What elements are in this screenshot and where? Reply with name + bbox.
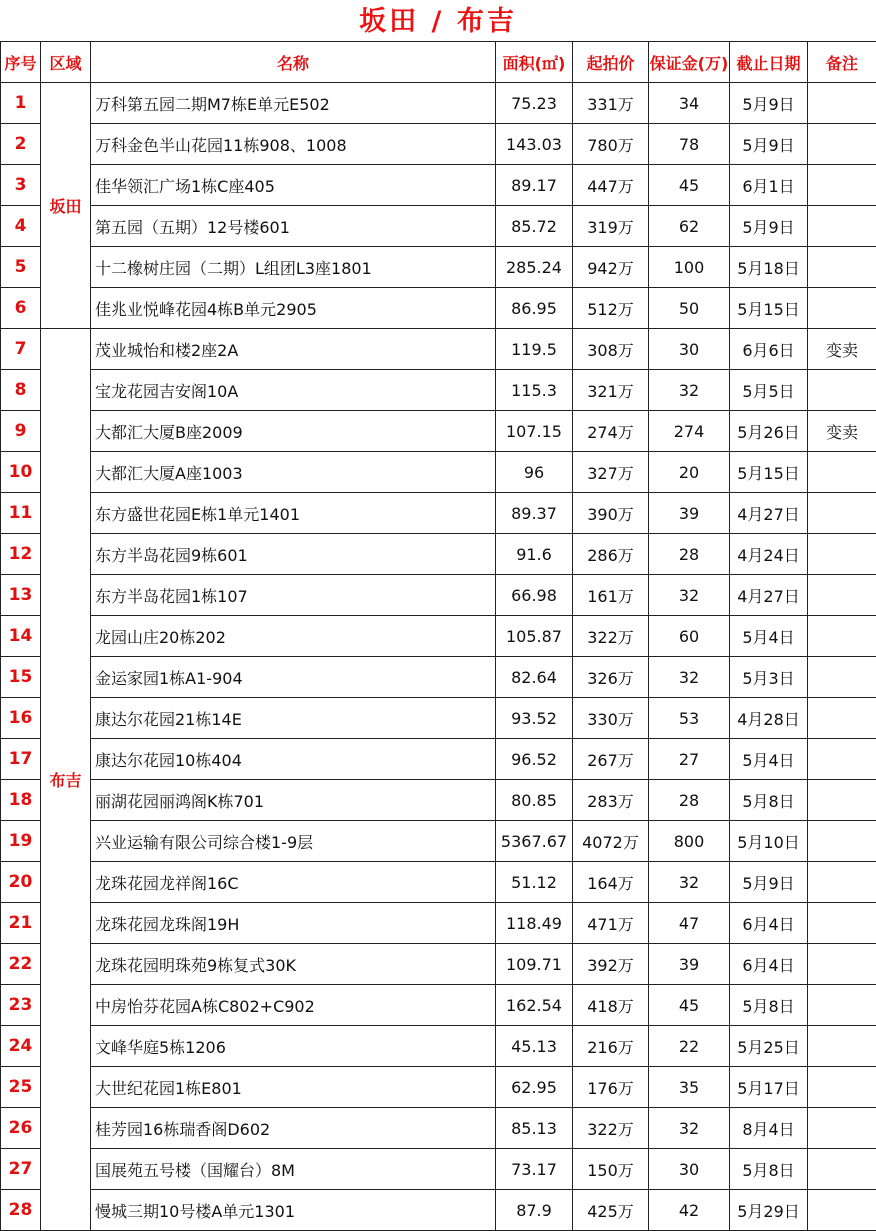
start-price: 176万 — [573, 1067, 649, 1108]
row-index: 8 — [1, 370, 41, 411]
row-index: 26 — [1, 1108, 41, 1149]
deposit-value: 42 — [649, 1190, 730, 1231]
note-cell — [808, 124, 876, 165]
deadline-date: 8月4日 — [730, 1108, 808, 1149]
note-cell — [808, 944, 876, 985]
note-cell — [808, 657, 876, 698]
deadline-date: 5月10日 — [730, 821, 808, 862]
row-index: 28 — [1, 1190, 41, 1231]
deadline-date: 5月9日 — [730, 124, 808, 165]
deposit-value: 50 — [649, 288, 730, 329]
deposit-value: 60 — [649, 616, 730, 657]
start-price: 322万 — [573, 1108, 649, 1149]
start-price: 321万 — [573, 370, 649, 411]
note-cell — [808, 780, 876, 821]
property-name: 文峰华庭5栋1206 — [91, 1026, 496, 1067]
area-value: 62.95 — [496, 1067, 573, 1108]
deposit-value: 800 — [649, 821, 730, 862]
header-note: 备注 — [808, 42, 876, 83]
property-name: 佳华领汇广场1栋C座405 — [91, 165, 496, 206]
deadline-date: 6月1日 — [730, 165, 808, 206]
table-row — [1, 903, 876, 944]
property-name: 第五园（五期）12号楼601 — [91, 206, 496, 247]
table-row — [1, 944, 876, 985]
header-deadline: 截止日期 — [730, 42, 808, 83]
row-index: 10 — [1, 452, 41, 493]
table-row — [1, 616, 876, 657]
property-name: 大都汇大厦A座1003 — [91, 452, 496, 493]
start-price: 331万 — [573, 83, 649, 124]
row-index: 2 — [1, 124, 41, 165]
property-name: 大世纪花园1栋E801 — [91, 1067, 496, 1108]
row-index: 20 — [1, 862, 41, 903]
row-index: 14 — [1, 616, 41, 657]
property-name: 万科金色半山花园11栋908、1008 — [91, 124, 496, 165]
area-value: 96 — [496, 452, 573, 493]
row-index: 16 — [1, 698, 41, 739]
start-price: 4072万 — [573, 821, 649, 862]
deposit-value: 32 — [649, 1108, 730, 1149]
table-row — [1, 821, 876, 862]
deadline-date: 4月27日 — [730, 493, 808, 534]
note-cell — [808, 1067, 876, 1108]
area-value: 85.13 — [496, 1108, 573, 1149]
row-index: 21 — [1, 903, 41, 944]
area-value: 51.12 — [496, 862, 573, 903]
table-row — [1, 452, 876, 493]
property-name: 东方盛世花园E栋1单元1401 — [91, 493, 496, 534]
area-value: 73.17 — [496, 1149, 573, 1190]
header-row — [1, 42, 876, 83]
area-value: 105.87 — [496, 616, 573, 657]
note-cell — [808, 493, 876, 534]
row-index: 12 — [1, 534, 41, 575]
start-price: 330万 — [573, 698, 649, 739]
note-cell — [808, 534, 876, 575]
start-price: 942万 — [573, 247, 649, 288]
table-row — [1, 698, 876, 739]
area-value: 143.03 — [496, 124, 573, 165]
note-cell: 变卖 — [808, 329, 876, 370]
deadline-date: 5月5日 — [730, 370, 808, 411]
deadline-date: 5月17日 — [730, 1067, 808, 1108]
property-name: 东方半岛花园1栋107 — [91, 575, 496, 616]
deadline-date: 4月27日 — [730, 575, 808, 616]
area-value: 89.37 — [496, 493, 573, 534]
start-price: 418万 — [573, 985, 649, 1026]
auction-table — [0, 41, 876, 1231]
area-value: 118.49 — [496, 903, 573, 944]
start-price: 447万 — [573, 165, 649, 206]
deadline-date: 5月26日 — [730, 411, 808, 452]
header-name: 名称 — [91, 42, 496, 83]
table-row — [1, 288, 876, 329]
deadline-date: 6月4日 — [730, 944, 808, 985]
note-cell — [808, 452, 876, 493]
deadline-date: 4月28日 — [730, 698, 808, 739]
table-row — [1, 1108, 876, 1149]
note-cell — [808, 903, 876, 944]
deadline-date: 5月8日 — [730, 1149, 808, 1190]
deposit-value: 78 — [649, 124, 730, 165]
deadline-date: 5月8日 — [730, 780, 808, 821]
row-index: 22 — [1, 944, 41, 985]
property-name: 宝龙花园吉安阁10A — [91, 370, 496, 411]
start-price: 164万 — [573, 862, 649, 903]
deadline-date: 5月4日 — [730, 739, 808, 780]
row-index: 23 — [1, 985, 41, 1026]
table-row — [1, 657, 876, 698]
table-row — [1, 124, 876, 165]
table-row — [1, 1149, 876, 1190]
header-price: 起拍价 — [573, 42, 649, 83]
start-price: 319万 — [573, 206, 649, 247]
area-value: 109.71 — [496, 944, 573, 985]
deadline-date: 5月15日 — [730, 288, 808, 329]
note-cell — [808, 1108, 876, 1149]
property-name: 慢城三期10号楼A单元1301 — [91, 1190, 496, 1231]
property-name: 龙珠花园明珠苑9栋复式30K — [91, 944, 496, 985]
note-cell — [808, 821, 876, 862]
property-name: 中房怡芬花园A栋C802+C902 — [91, 985, 496, 1026]
note-cell — [808, 739, 876, 780]
property-name: 茂业城怡和楼2座2A — [91, 329, 496, 370]
note-cell — [808, 862, 876, 903]
note-cell — [808, 1026, 876, 1067]
deposit-value: 39 — [649, 944, 730, 985]
start-price: 216万 — [573, 1026, 649, 1067]
row-index: 13 — [1, 575, 41, 616]
deposit-value: 30 — [649, 1149, 730, 1190]
start-price: 150万 — [573, 1149, 649, 1190]
deposit-value: 274 — [649, 411, 730, 452]
deposit-value: 32 — [649, 657, 730, 698]
area-value: 80.85 — [496, 780, 573, 821]
area-value: 96.52 — [496, 739, 573, 780]
start-price: 327万 — [573, 452, 649, 493]
table-row — [1, 985, 876, 1026]
row-index: 5 — [1, 247, 41, 288]
row-index: 17 — [1, 739, 41, 780]
property-name: 龙珠花园龙珠阁19H — [91, 903, 496, 944]
row-index: 19 — [1, 821, 41, 862]
deadline-date: 5月15日 — [730, 452, 808, 493]
start-price: 390万 — [573, 493, 649, 534]
start-price: 308万 — [573, 329, 649, 370]
property-name: 龙珠花园龙祥阁16C — [91, 862, 496, 903]
table-row — [1, 1026, 876, 1067]
table-row — [1, 83, 876, 124]
row-index: 7 — [1, 329, 41, 370]
row-index: 9 — [1, 411, 41, 452]
start-price: 283万 — [573, 780, 649, 821]
area-value: 115.3 — [496, 370, 573, 411]
property-name: 佳兆业悦峰花园4栋B单元2905 — [91, 288, 496, 329]
start-price: 286万 — [573, 534, 649, 575]
deposit-value: 32 — [649, 575, 730, 616]
deposit-value: 47 — [649, 903, 730, 944]
property-name: 桂芳园16栋瑞香阁D602 — [91, 1108, 496, 1149]
deposit-value: 32 — [649, 862, 730, 903]
note-cell — [808, 83, 876, 124]
table-row — [1, 1190, 876, 1231]
row-index: 15 — [1, 657, 41, 698]
row-index: 18 — [1, 780, 41, 821]
row-index: 24 — [1, 1026, 41, 1067]
start-price: 267万 — [573, 739, 649, 780]
deposit-value: 45 — [649, 165, 730, 206]
property-name: 大都汇大厦B座2009 — [91, 411, 496, 452]
table-row — [1, 411, 876, 452]
deposit-value: 34 — [649, 83, 730, 124]
page-title: 坂田 / 布吉 — [0, 0, 876, 41]
area-value: 87.9 — [496, 1190, 573, 1231]
note-cell — [808, 985, 876, 1026]
property-name: 国展苑五号楼（国耀台）8M — [91, 1149, 496, 1190]
area-value: 85.72 — [496, 206, 573, 247]
deadline-date: 5月3日 — [730, 657, 808, 698]
property-name: 丽湖花园丽鸿阁K栋701 — [91, 780, 496, 821]
header-area: 面积(㎡) — [496, 42, 573, 83]
deposit-value: 27 — [649, 739, 730, 780]
deadline-date: 5月25日 — [730, 1026, 808, 1067]
table-row — [1, 329, 876, 370]
deposit-value: 20 — [649, 452, 730, 493]
deadline-date: 5月4日 — [730, 616, 808, 657]
deadline-date: 5月8日 — [730, 985, 808, 1026]
note-cell — [808, 616, 876, 657]
area-value: 119.5 — [496, 329, 573, 370]
row-index: 25 — [1, 1067, 41, 1108]
deposit-value: 28 — [649, 534, 730, 575]
row-index: 3 — [1, 165, 41, 206]
start-price: 322万 — [573, 616, 649, 657]
property-name: 兴业运输有限公司综合楼1-9层 — [91, 821, 496, 862]
deposit-value: 45 — [649, 985, 730, 1026]
deadline-date: 6月4日 — [730, 903, 808, 944]
start-price: 780万 — [573, 124, 649, 165]
table-row — [1, 575, 876, 616]
area-value: 45.13 — [496, 1026, 573, 1067]
property-name: 万科第五园二期M7栋E单元E502 — [91, 83, 496, 124]
deadline-date: 5月9日 — [730, 206, 808, 247]
deposit-value: 62 — [649, 206, 730, 247]
start-price: 425万 — [573, 1190, 649, 1231]
note-cell: 变卖 — [808, 411, 876, 452]
deadline-date: 5月29日 — [730, 1190, 808, 1231]
note-cell — [808, 575, 876, 616]
note-cell — [808, 698, 876, 739]
area-value: 75.23 — [496, 83, 573, 124]
start-price: 512万 — [573, 288, 649, 329]
note-cell — [808, 247, 876, 288]
start-price: 392万 — [573, 944, 649, 985]
deadline-date: 5月18日 — [730, 247, 808, 288]
property-name: 康达尔花园21栋14E — [91, 698, 496, 739]
region-cell-bantian: 坂田 — [41, 83, 91, 329]
region-cell-buji: 布吉 — [41, 329, 91, 1231]
row-index: 27 — [1, 1149, 41, 1190]
deposit-value: 22 — [649, 1026, 730, 1067]
start-price: 471万 — [573, 903, 649, 944]
area-value: 91.6 — [496, 534, 573, 575]
header-deposit: 保证金(万) — [649, 42, 730, 83]
table-row — [1, 165, 876, 206]
deadline-date: 5月9日 — [730, 862, 808, 903]
area-value: 5367.67 — [496, 821, 573, 862]
table-row — [1, 370, 876, 411]
deposit-value: 30 — [649, 329, 730, 370]
note-cell — [808, 370, 876, 411]
area-value: 285.24 — [496, 247, 573, 288]
header-region: 区域 — [41, 42, 91, 83]
table-row — [1, 493, 876, 534]
start-price: 274万 — [573, 411, 649, 452]
table-row — [1, 1067, 876, 1108]
property-name: 十二橡树庄园（二期）L组团L3座1801 — [91, 247, 496, 288]
header-idx: 序号 — [1, 42, 41, 83]
area-value: 89.17 — [496, 165, 573, 206]
table-row — [1, 739, 876, 780]
row-index: 6 — [1, 288, 41, 329]
property-name: 康达尔花园10栋404 — [91, 739, 496, 780]
deposit-value: 53 — [649, 698, 730, 739]
deposit-value: 35 — [649, 1067, 730, 1108]
row-index: 4 — [1, 206, 41, 247]
area-value: 86.95 — [496, 288, 573, 329]
area-value: 107.15 — [496, 411, 573, 452]
deposit-value: 28 — [649, 780, 730, 821]
area-value: 82.64 — [496, 657, 573, 698]
note-cell — [808, 165, 876, 206]
deposit-value: 32 — [649, 370, 730, 411]
area-value: 162.54 — [496, 985, 573, 1026]
deadline-date: 5月9日 — [730, 83, 808, 124]
area-value: 93.52 — [496, 698, 573, 739]
table-row — [1, 534, 876, 575]
note-cell — [808, 288, 876, 329]
property-name: 东方半岛花园9栋601 — [91, 534, 496, 575]
note-cell — [808, 1149, 876, 1190]
table-row — [1, 862, 876, 903]
row-index: 11 — [1, 493, 41, 534]
note-cell — [808, 1190, 876, 1231]
property-name: 龙园山庄20栋202 — [91, 616, 496, 657]
start-price: 326万 — [573, 657, 649, 698]
table-row — [1, 247, 876, 288]
start-price: 161万 — [573, 575, 649, 616]
deposit-value: 39 — [649, 493, 730, 534]
deposit-value: 100 — [649, 247, 730, 288]
table-row — [1, 206, 876, 247]
table-row — [1, 780, 876, 821]
row-index: 1 — [1, 83, 41, 124]
property-name: 金运家园1栋A1-904 — [91, 657, 496, 698]
deadline-date: 6月6日 — [730, 329, 808, 370]
deadline-date: 4月24日 — [730, 534, 808, 575]
note-cell — [808, 206, 876, 247]
area-value: 66.98 — [496, 575, 573, 616]
